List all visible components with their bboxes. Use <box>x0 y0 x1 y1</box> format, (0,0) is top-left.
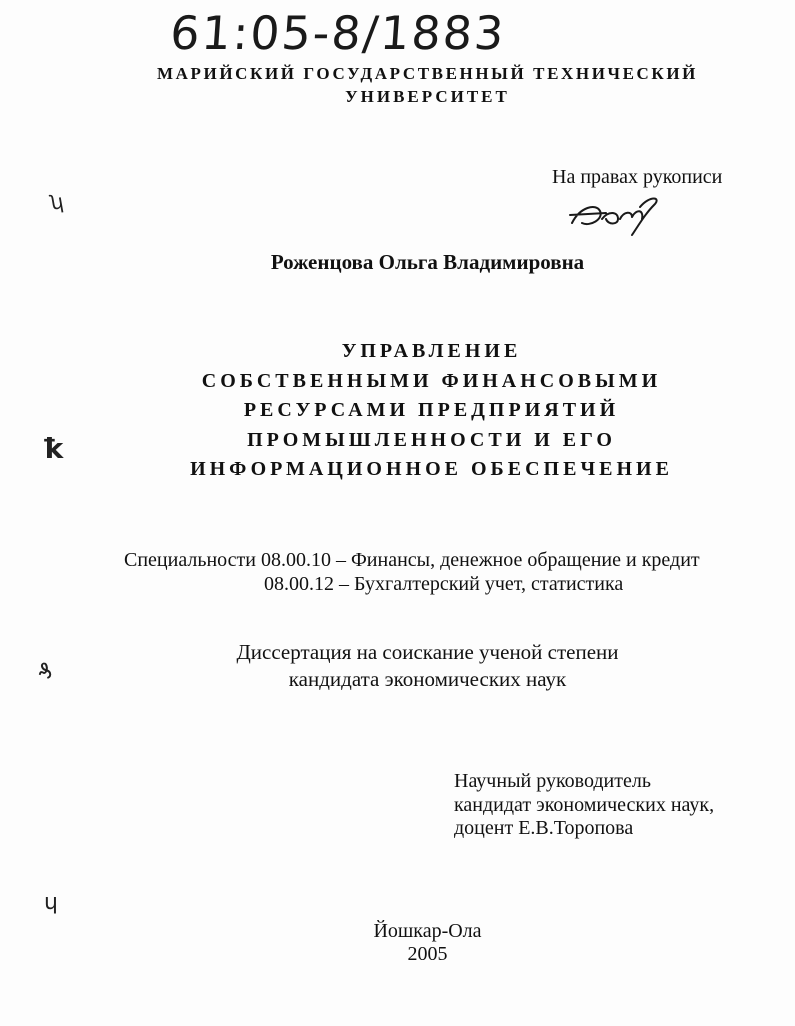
dissertation-title <box>0 337 795 485</box>
specialty-line-2: 08.00.12 – Бухгалтерский учет, статистика <box>264 573 624 595</box>
title-line: ПРОМЫШЛЕННОСТИ И ЕГО <box>247 428 616 451</box>
title-line: РЕСУРСАМИ ПРЕДПРИЯТИЙ <box>243 399 620 421</box>
degree-line-1: Диссертация на соискание ученой степени <box>236 640 619 664</box>
specialty-line-1: Специальности 08.00.10 – Финансы, денежное обращение и кредит <box>124 549 700 571</box>
signature-icon <box>566 193 666 239</box>
advisor-role: Научный руководитель <box>454 770 651 792</box>
margin-mark-icon: ꝁ <box>44 432 64 465</box>
dissertation-degree <box>0 639 795 693</box>
margin-mark-icon: ₰ <box>34 658 56 687</box>
scientific-advisor <box>454 770 714 841</box>
city-year <box>0 920 795 966</box>
university-line-1: МАРИЙСКИЙ ГОСУДАРСТВЕННЫЙ ТЕХНИЧЕСКИЙ <box>156 64 699 83</box>
year: 2005 <box>407 943 448 965</box>
degree-line-2: кандидата экономических наук <box>288 667 567 691</box>
margin-mark-icon: ɥ <box>44 890 58 915</box>
author-name: Роженцова Ольга Владимировна <box>270 250 585 274</box>
manuscript-rights-note: На правах рукописи <box>552 166 723 188</box>
margin-mark-icon: ʮ <box>48 189 66 215</box>
specialties-block <box>124 548 700 596</box>
title-line: ИНФОРМАЦИОННОЕ ОБЕСПЕЧЕНИЕ <box>190 458 673 480</box>
title-line: СОБСТВЕННЫМИ ФИНАНСОВЫМИ <box>201 369 662 392</box>
university-line-2: УНИВЕРСИТЕТ <box>345 87 510 106</box>
university-name <box>0 62 795 108</box>
title-line: УПРАВЛЕНИЕ <box>341 340 522 362</box>
advisor-degree: кандидат экономических наук, <box>454 793 715 816</box>
handwritten-catalog-number: 61:05-8/1883 <box>168 6 508 60</box>
city: Йошкар-Ола <box>373 920 482 942</box>
advisor-name: доцент Е.В.Торопова <box>454 817 634 839</box>
